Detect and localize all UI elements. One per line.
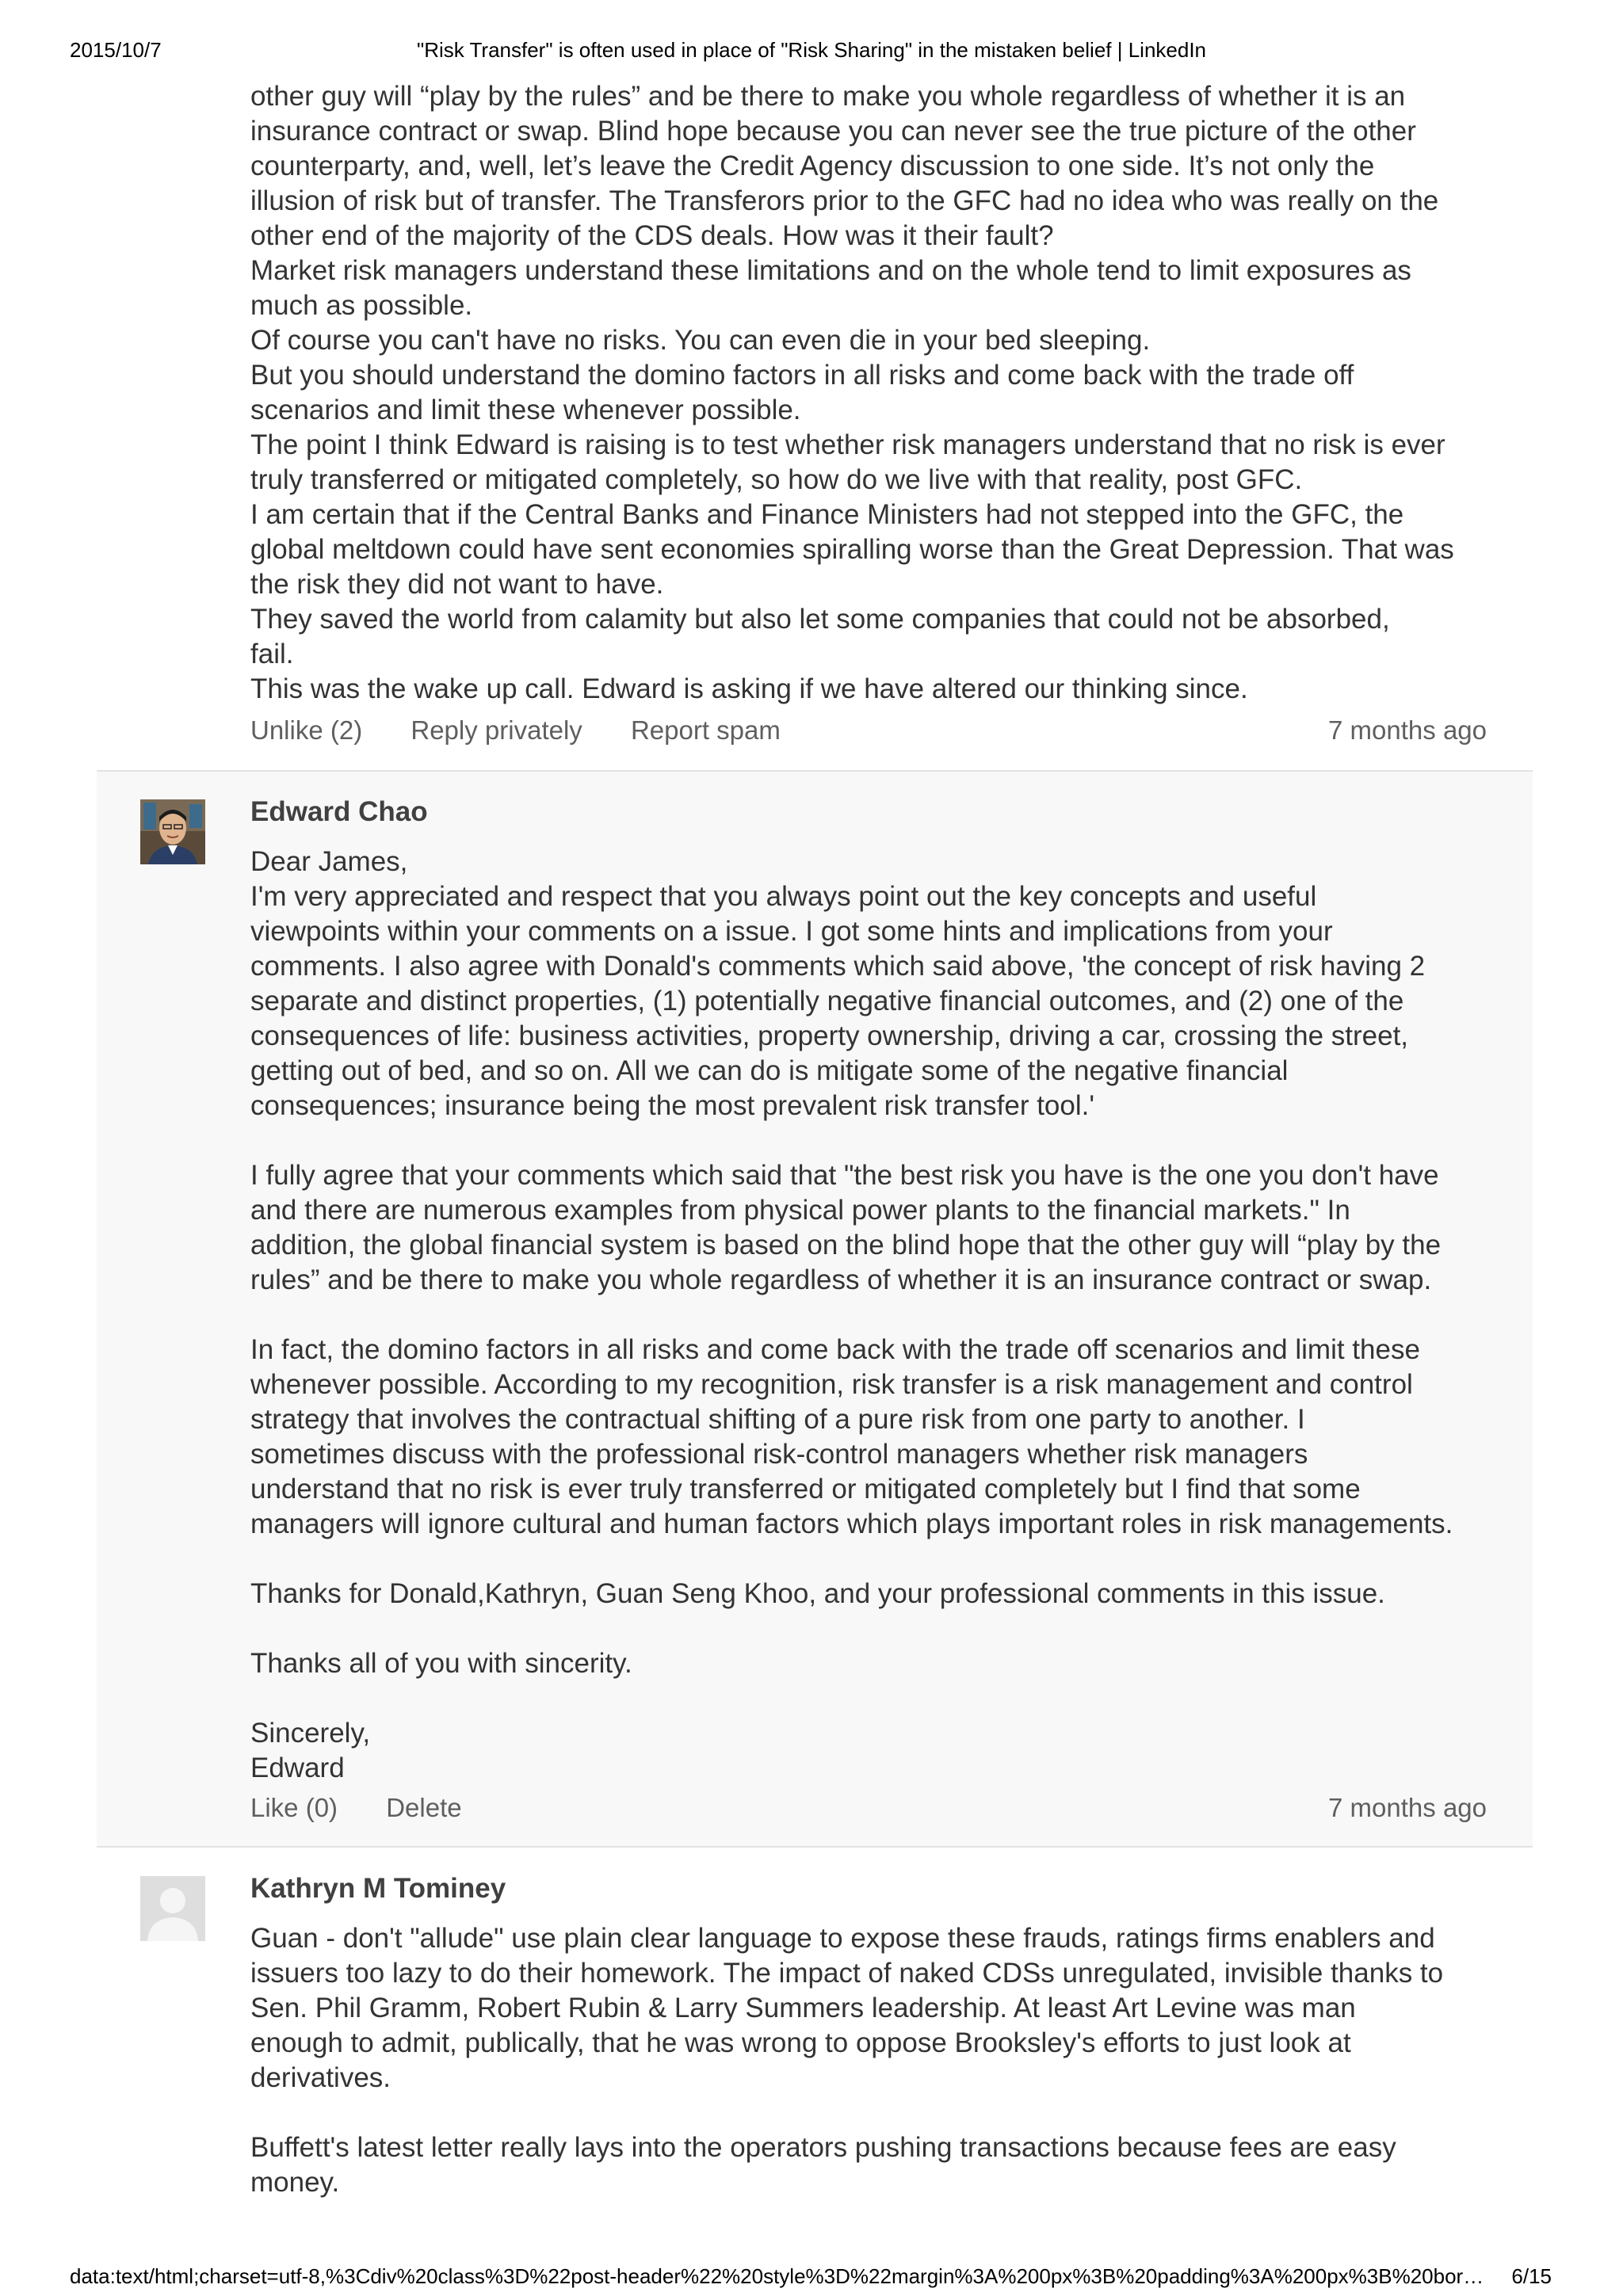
comment-line: getting out of bed, and so on. All we can do is mitigate some of the negative financial xyxy=(250,1055,1289,1086)
comment-line: They saved the world from calamity but also let some companies that could not be absorbed, xyxy=(250,604,1390,635)
comment-line: much as possible. xyxy=(250,290,473,321)
comment-line: truly transferred or mitigated completely, so how do we live with that reality, post GFC. xyxy=(250,464,1303,495)
comment-body xyxy=(250,79,1503,707)
comment-line: strategy that involves the contractual shifting of a pure risk from one party to another. I xyxy=(250,1404,1305,1435)
comment-line: scenarios and limit these whenever possible. xyxy=(250,395,801,425)
comment-line: consequences; insurance being the most prevalent risk transfer tool.' xyxy=(250,1090,1095,1121)
comment-line: illusion of risk but of transfer. The Transferors prior to the GFC had no idea who was really on the xyxy=(250,185,1439,216)
comment-line: Sincerely, xyxy=(250,1718,371,1749)
avatar[interactable] xyxy=(140,799,205,864)
comment-line: The point I think Edward is raising is to test whether risk managers understand that no risk is ever xyxy=(250,429,1445,460)
comment-line: enough to admit, publically, that he was wrong to oppose Brooksley's efforts to just look at xyxy=(250,2027,1351,2058)
comment-line: Thanks for Donald,Kathryn, Guan Seng Khoo, and your professional comments in this issue. xyxy=(250,1578,1385,1609)
comment-line: rules” and be there to make you whole regardless of whether it is an insurance contract or swap. xyxy=(250,1264,1432,1295)
comment-line: whenever possible. According to my recognition, risk transfer is a risk management and control xyxy=(250,1369,1413,1400)
comment-line: counterparty, and, well, let’s leave the Credit Agency discussion to one side. It’s not only the xyxy=(250,151,1375,181)
delete-link[interactable]: Delete xyxy=(386,1793,462,1822)
comment-line: sometimes discuss with the professional risk-control managers whether risk managers xyxy=(250,1439,1308,1470)
comment-line: issuers too lazy to do their homework. The impact of naked CDSs unregulated, invisible thanks to xyxy=(250,1958,1444,1989)
print-header xyxy=(0,38,1623,70)
user-photo-icon xyxy=(140,799,205,864)
comment-line: In fact, the domino factors in all risks and come back with the trade off scenarios and limit these xyxy=(250,1334,1420,1365)
comment-line: and there are numerous examples from physical power plants to the financial markets." In xyxy=(250,1195,1350,1226)
print-page-title: "Risk Transfer" is often used in place of "Risk Sharing" in the mistaken belief | LinkedIn xyxy=(416,38,1207,62)
comment-line: separate and distinct properties, (1) potentially negative financial outcomes, and (2) one of the xyxy=(250,986,1404,1016)
comment-line: addition, the global financial system is based on the blind hope that the other guy will “play by the xyxy=(250,1230,1442,1261)
comment-line: other guy will “play by the rules” and be there to make you whole regardless of whether it is an xyxy=(250,81,1406,112)
comment-body xyxy=(250,845,1503,1786)
comment-line: Market risk managers understand these limitations and on the whole tend to limit exposures as xyxy=(250,255,1411,286)
comment-author[interactable]: Edward Chao xyxy=(250,796,428,827)
comment-line: Buffett's latest letter really lays into the operators pushing transactions because fees are easy xyxy=(250,2132,1396,2163)
default-user-icon xyxy=(140,1876,205,1941)
like-link[interactable]: Like (0) xyxy=(250,1793,338,1822)
comment-actions xyxy=(250,1793,1487,1829)
comment-line: But you should understand the domino factors in all risks and come back with the trade off xyxy=(250,360,1354,391)
comment-body xyxy=(250,1921,1503,2200)
print-footer xyxy=(0,2264,1623,2296)
comment-line: managers will ignore cultural and human factors which plays important roles in risk managements. xyxy=(250,1508,1453,1539)
comment-line: Guan - don't "allude" use plain clear language to expose these frauds, ratings firms enablers and xyxy=(250,1923,1435,1954)
comment-line: consequences of life: business activities, property ownership, driving a car, crossing the street, xyxy=(250,1020,1409,1051)
comment-line: Edward xyxy=(250,1753,345,1783)
report-spam-link[interactable]: Report spam xyxy=(630,715,781,745)
comment-line: I fully agree that your comments which said that "the best risk you have is the one you don't have xyxy=(250,1160,1439,1191)
comment-line: money. xyxy=(250,2167,340,2198)
comment-timestamp: 7 months ago xyxy=(1328,715,1487,745)
comment-line: viewpoints within your comments on a issue. I got some hints and implications from your xyxy=(250,916,1333,947)
comment-line: derivatives. xyxy=(250,2062,391,2093)
comment-line: Of course you can't have no risks. You can even die in your bed sleeping. xyxy=(250,325,1151,356)
unlike-link[interactable]: Unlike (2) xyxy=(250,715,363,745)
comment-line: I'm very appreciated and respect that you always point out the key concepts and useful xyxy=(250,881,1317,912)
print-url: data:text/html;charset=utf-8,%3Cdiv%20class%3D%22post-header%22%20style%3D%22margin%3A%200px%3B%20padding%3A%200px%3B%20bor… xyxy=(70,2264,1484,2288)
comment-actions xyxy=(250,715,1487,752)
comment-line: other end of the majority of the CDS deals. How was it their fault? xyxy=(250,220,1054,251)
comment-author[interactable]: Kathryn M Tominey xyxy=(250,1873,506,1904)
print-date: 2015/10/7 xyxy=(70,38,162,62)
comment-line: I am certain that if the Central Banks and Finance Ministers had not stepped into the GFC, the xyxy=(250,499,1404,530)
comment-line: comments. I also agree with Donald's comments which said above, 'the concept of risk having 2 xyxy=(250,951,1426,982)
comment-line: Sen. Phil Gramm, Robert Rubin & Larry Summers leadership. At least Art Levine was man xyxy=(250,1993,1356,2023)
comment-line: Dear James, xyxy=(250,846,408,877)
comment-line: fail. xyxy=(250,639,294,669)
comment-line: understand that no risk is ever truly transferred or mitigated completely but I find that some xyxy=(250,1474,1361,1505)
comment-divider xyxy=(97,1846,1533,1848)
comment-line: global meltdown could have sent economies spiralling worse than the Great Depression. That was xyxy=(250,534,1454,565)
avatar[interactable] xyxy=(140,1876,205,1941)
reply-privately-link[interactable]: Reply privately xyxy=(411,715,582,745)
page-number: 6/15 xyxy=(1511,2264,1552,2288)
comment-line: insurance contract or swap. Blind hope because you can never see the true picture of the other xyxy=(250,116,1416,147)
comment-line: This was the wake up call. Edward is asking if we have altered our thinking since. xyxy=(250,673,1248,704)
comment-line: Thanks all of you with sincerity. xyxy=(250,1648,632,1679)
comment-line: the risk they did not want to have. xyxy=(250,569,664,600)
comment-timestamp: 7 months ago xyxy=(1328,1793,1487,1822)
